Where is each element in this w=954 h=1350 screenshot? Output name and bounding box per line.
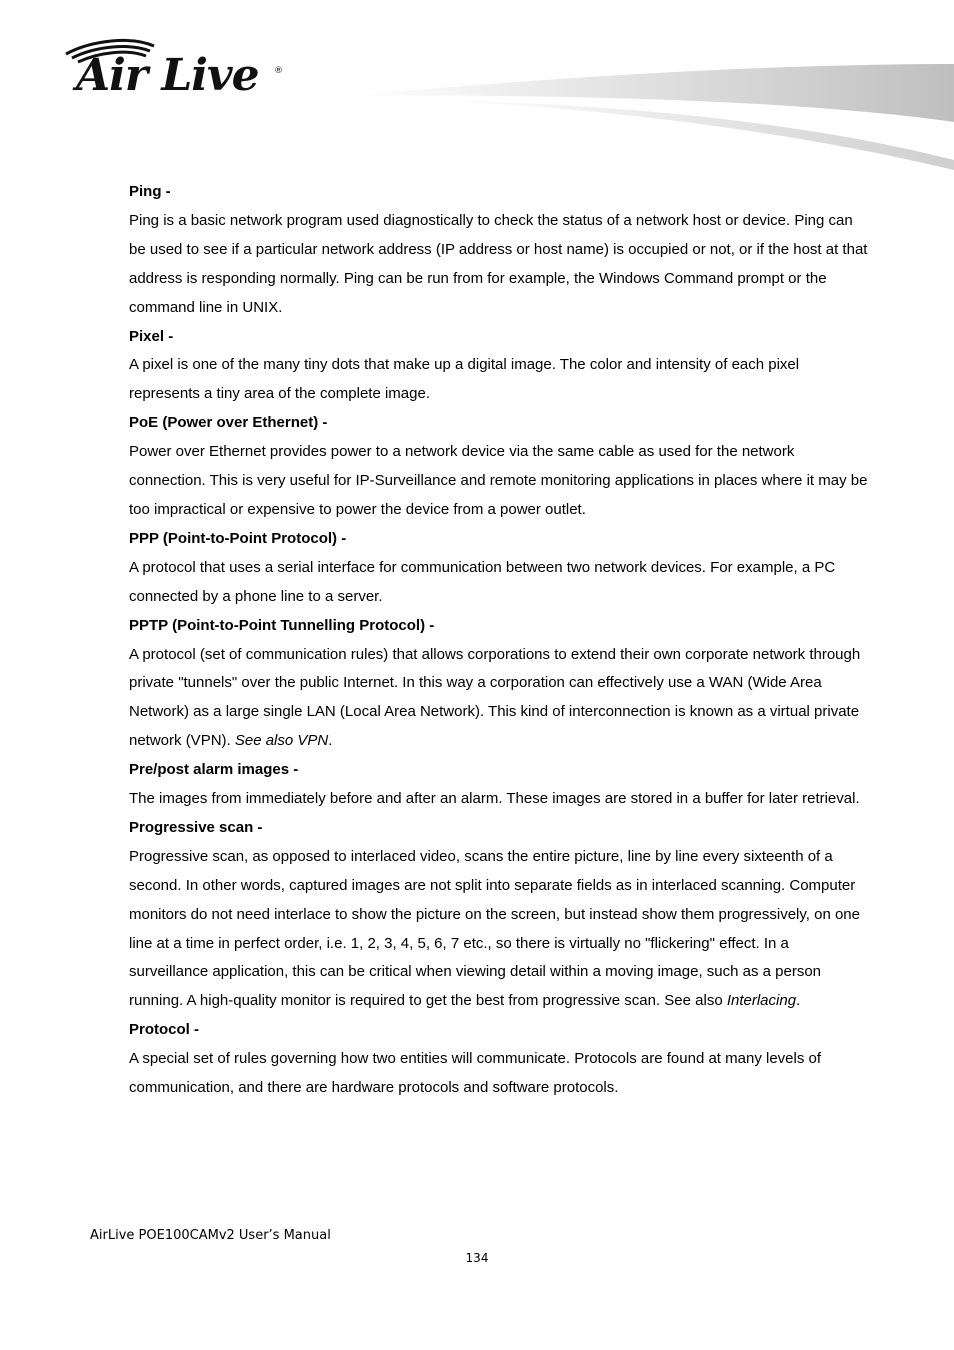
glossary-entry-protocol bbox=[129, 1016, 869, 1103]
term-heading: Progressive scan - bbox=[129, 818, 263, 836]
glossary-entry-pixel bbox=[129, 323, 869, 410]
airlive-logo bbox=[62, 36, 292, 108]
term-description: A special set of rules governing how two entities will communicate. Protocols are found at many levels of communication, and there are hardware protocols and software protocols. bbox=[129, 1050, 822, 1097]
cross-reference: Interlacing bbox=[726, 992, 797, 1010]
registered-mark: ® bbox=[274, 66, 283, 76]
glossary-entry-poe bbox=[129, 409, 869, 525]
term-description: Progressive scan, as opposed to interlaced video, scans the entire picture, line by line every sixteenth of a second. In other words, captured images are not split into separate fields as in interlaced scanning. Computer monitors do not need interlace to show the picture on the screen, but instead show them progressively, on one line at a time in perfect order, i.e. 1, 2, 3, 4, 5, 6, 7 etc., so there is virtually no "flickering" effect. In a surveillance application, this can be critical when viewing detail within a moving image, such as a person running. A high-quality monitor is required to get the best from progressive scan. See also Interlacing. bbox=[129, 847, 860, 1010]
page-number: 134 bbox=[465, 1251, 489, 1265]
glossary-content bbox=[129, 178, 869, 1103]
term-heading: Pre/post alarm images - bbox=[129, 761, 299, 779]
term-heading: PPTP (Point-to-Point Tunnelling Protocol) - bbox=[129, 616, 435, 634]
term-heading: Protocol - bbox=[129, 1021, 199, 1039]
logo-text: Air Live bbox=[76, 50, 259, 101]
glossary-entry-progressive-scan bbox=[129, 814, 869, 1016]
footer-manual-title: AirLive POE100CAMv2 User’s Manual bbox=[90, 1228, 331, 1243]
term-description: Ping is a basic network program used diagnostically to check the status of a network host or device. Ping can be used to see if a particular network address (IP address or host name) is occupied or not, or if the host at that address is responding normally. Ping can be run from for example, the Windows Command prompt or the command line in UNIX. bbox=[129, 211, 868, 316]
term-heading: Ping - bbox=[129, 183, 171, 200]
term-heading: PPP (Point-to-Point Protocol) - bbox=[129, 529, 347, 547]
term-heading: Pixel - bbox=[129, 327, 174, 345]
term-description: A pixel is one of the many tiny dots that make up a digital image. The color and intensity of each pixel represents a tiny area of the complete image. bbox=[129, 356, 800, 403]
glossary-entry-ping bbox=[129, 178, 869, 323]
page-header bbox=[0, 0, 954, 175]
cross-reference: See also VPN bbox=[234, 732, 329, 750]
term-heading: PoE (Power over Ethernet) - bbox=[129, 414, 328, 432]
glossary-entry-ppp bbox=[129, 525, 869, 612]
term-description: The images from immediately before and after an alarm. These images are stored in a buffer for later retrieval. bbox=[129, 790, 860, 808]
glossary-entry-pre-post-alarm bbox=[129, 756, 869, 814]
glossary-entry-pptp bbox=[129, 612, 869, 757]
term-description: A protocol that uses a serial interface for communication between two network devices. For example, a PC connected by a phone line to a server. bbox=[129, 558, 836, 605]
term-description: A protocol (set of communication rules) that allows corporations to extend their own corporate network through private "tunnels" over the public Internet. In this way a corporation can effectively use a WAN (Wide Area Network) as a large single LAN (Local Area Network). This kind of interconnection is known as a virtual private network (VPN). See also VPN. bbox=[129, 645, 861, 750]
term-description: Power over Ethernet provides power to a network device via the same cable as used for the network connection. This is very useful for IP-Surveillance and remote monitoring applications in places where it may be too impractical or expensive to power the device from a power outlet. bbox=[129, 443, 868, 518]
